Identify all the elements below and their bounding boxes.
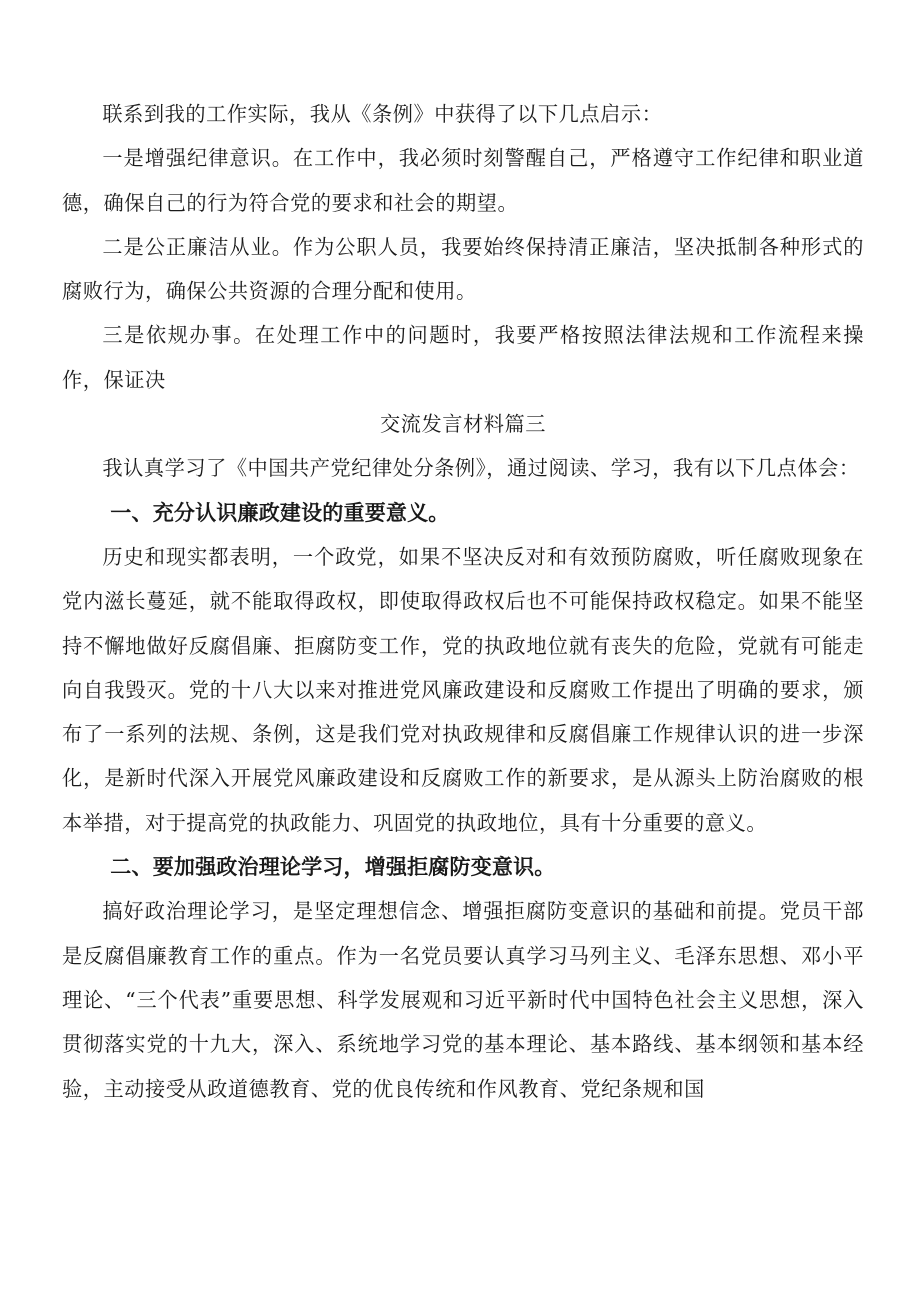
paragraph-opening: 我认真学习了《中国共产党纪律处分条例》，通过阅读、学习，我有以下几点体会： [102, 456, 860, 481]
paragraph-point-3: 三是依规办事。在处理工作中的问题时，我要严格按照法律法规和工作流程来操作，保证决 [62, 323, 864, 392]
paragraph-intro: 联系到我的工作实际，我从《条例》中获得了以下几点启示： [102, 102, 663, 126]
heading-1: 一、充分认识廉政建设的重要意义。 [110, 500, 450, 525]
paragraph-point-2: 二是公正廉洁从业。作为公职人员，我要始终保持清正廉洁，坚决抵制各种形式的腐败行为，确保公共资源的合理分配和使用。 [62, 234, 864, 304]
heading-2: 二、要加强政治理论学习，增强拒腐防变意识。 [110, 855, 556, 880]
document-page [62, 92, 864, 1111]
paragraph-heading-2-body: 搞好政治理论学习，是坚定理想信念、增强拒腐防变意识的基础和前提。党员干部是反腐倡廉教育工作的重点。作为一名党员要认真学习马列主义、毛泽东思想、邓小平理论、“三个代表”重要思想、科学发展观和习近平新时代中国特色社会主义思想，深入贯彻落实党的十九大，深入、系统地学习党的基本理论、基本路线、基本纲领和基本经验，主动接受从政道德教育、党的优良传统和作风教育、党纪条规和国 [62, 899, 864, 1101]
paragraph-point-1: 一是增强纪律意识。在工作中，我必须时刻警醒自己，严格遵守工作纪律和职业道德，确保自己的行为符合党的要求和社会的期望。 [62, 146, 864, 215]
paragraph-heading-1-body: 历史和现实都表明，一个政党，如果不坚决反对和有效预防腐败，听任腐败现象在党内滋长蔓延，就不能取得政权，即使取得政权后也不可能保持政权稳定。如果不能坚持不懈地做好反腐倡廉、拒腐防变工作，党的执政地位就有丧失的危险，党就有可能走向自我毁灭。党的十八大以来对推进党风廉政建设和反腐败工作提出了明确的要求，颁布了一系列的法规、条例，这是我们党对执政规律和反腐倡廉工作规律认识的进一步深化，是新时代深入开展党风廉政建设和反腐败工作的新要求，是从源头上防治腐败的根本举措，对于提高党的执政能力、巩固党的执政地位，具有十分重要的意义。 [62, 544, 864, 835]
section-title: 交流发言材料篇三 [380, 412, 546, 437]
